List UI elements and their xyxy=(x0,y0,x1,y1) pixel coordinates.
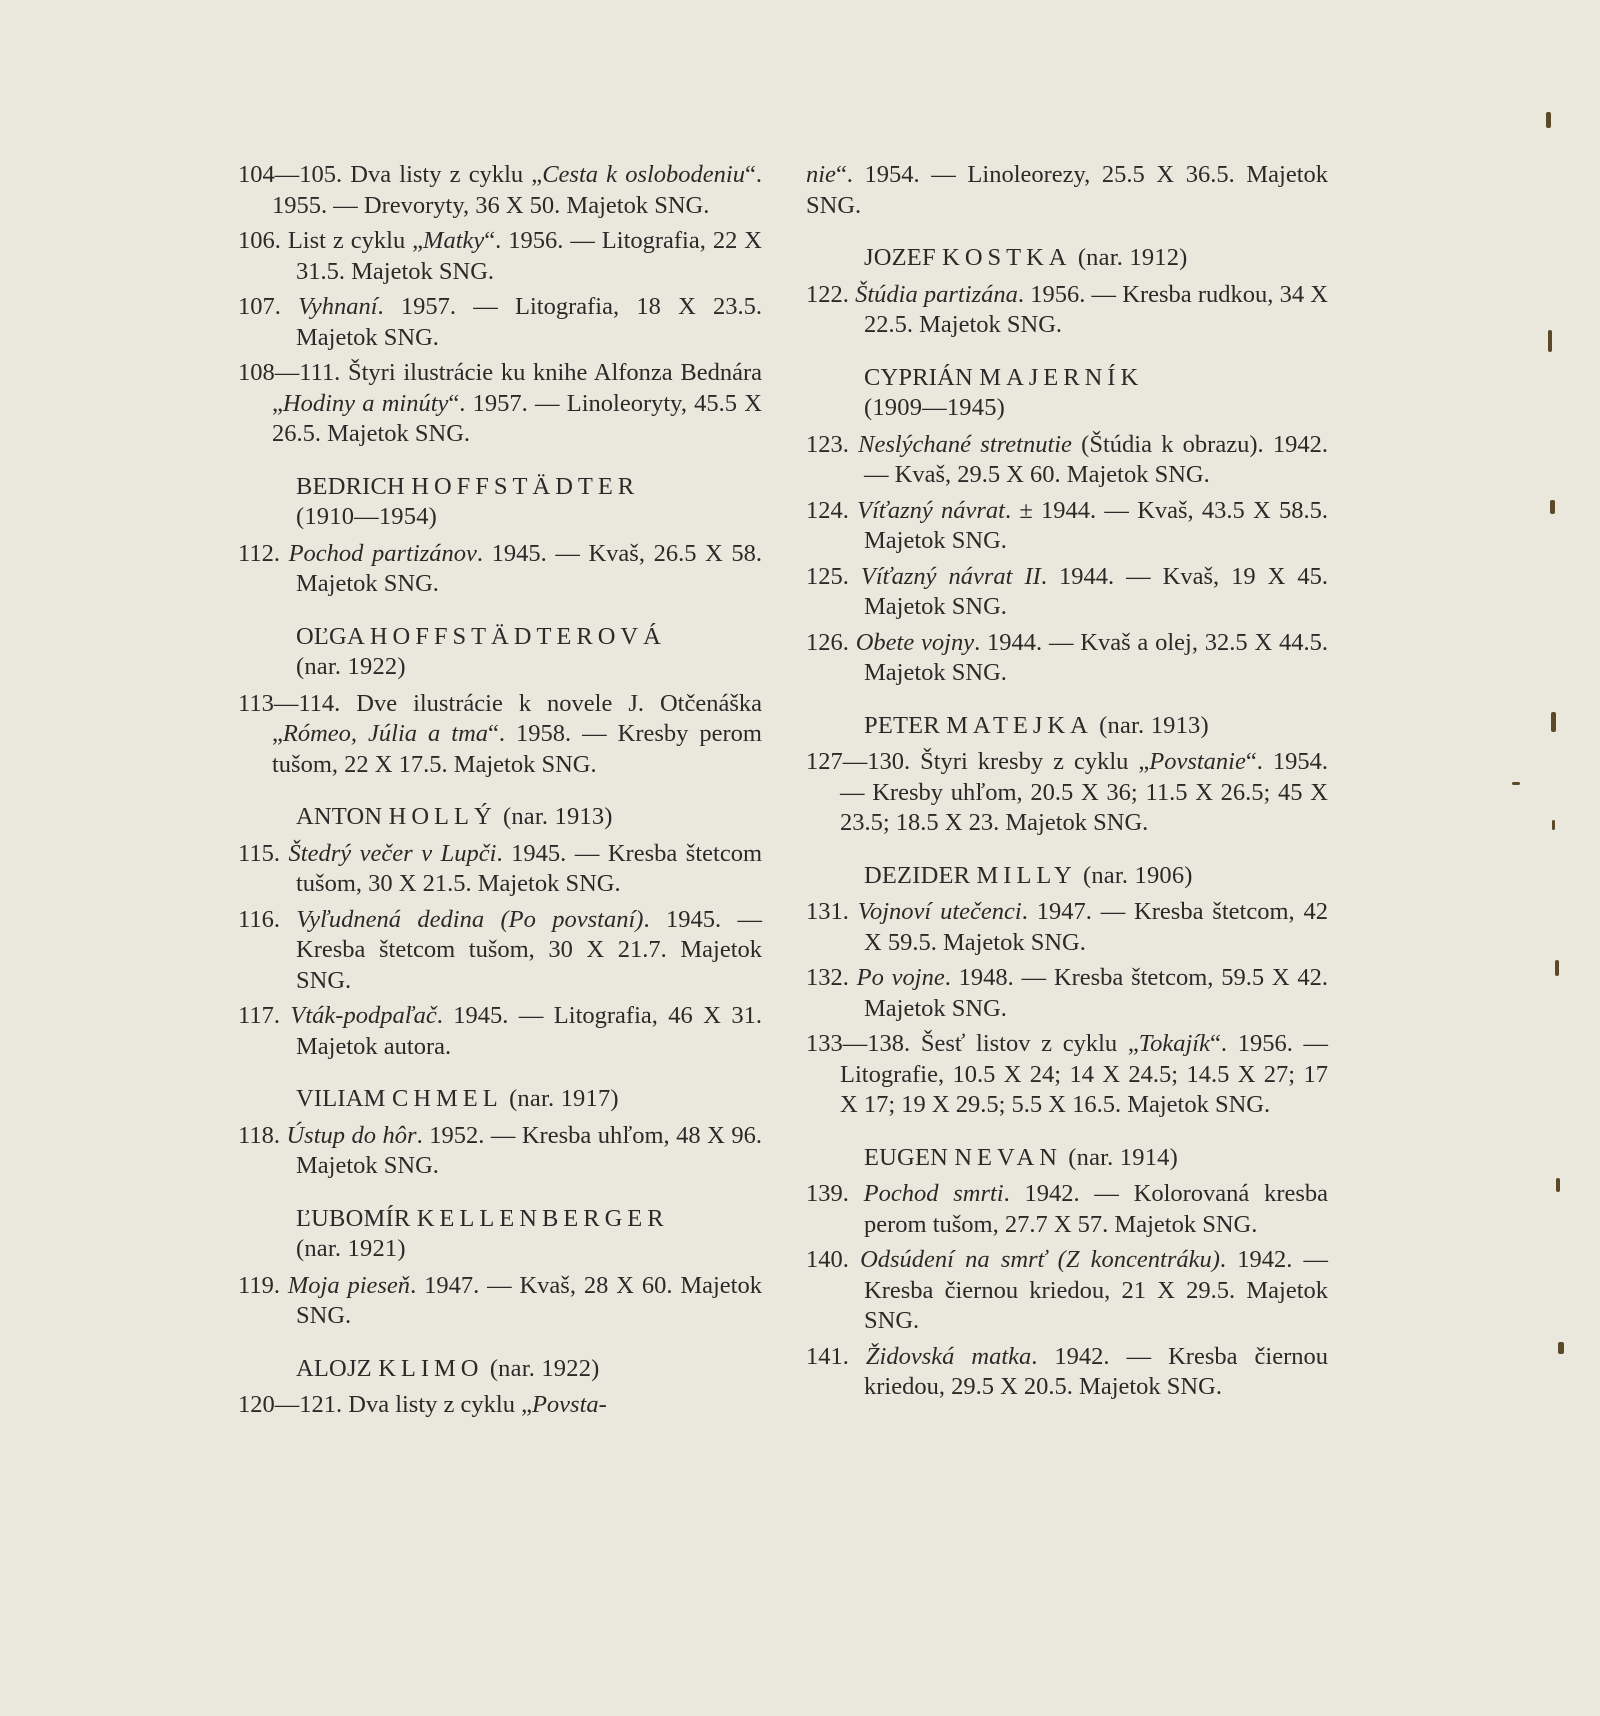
artist-heading xyxy=(806,363,1328,424)
artist-given-name: CYPRIÁN xyxy=(864,363,980,391)
artist-heading xyxy=(238,622,762,683)
artist-surname: MILLY xyxy=(976,861,1077,889)
artist-dates: (nar. 1913) xyxy=(502,803,613,830)
entry-details: “. 1955. — Drevoryty, 36 X 50. Majetok SNG. xyxy=(272,161,762,219)
entry-details: . 1942. — Kresba čiernou kriedou, 21 X 29.5. Majetok SNG. xyxy=(864,1246,1329,1334)
entry-title: Povstanie xyxy=(1149,748,1246,775)
entry-title: Hodiny a minúty xyxy=(282,389,449,417)
catalog-entry xyxy=(238,839,762,900)
entry-details: . ± 1944. — Kvaš, 43.5 X 58.5. Majetok SNG. xyxy=(864,496,1329,554)
entry-details: . 1956. — Kresba rudkou, 34 X 22.5. Majetok SNG. xyxy=(864,280,1328,338)
entry-details: . 1944. — Kvaš a olej, 32.5 X 44.5. Majetok SNG. xyxy=(864,628,1328,686)
entry-number: 122. xyxy=(806,280,856,308)
entry-details: “. 1954. — Linoleorezy, 25.5 X 36.5. Majetok SNG. xyxy=(806,161,1328,219)
entry-title: Obete vojny xyxy=(855,628,975,656)
catalog-entry xyxy=(238,226,762,287)
catalog-entry xyxy=(806,430,1328,491)
catalog-entry xyxy=(806,628,1328,689)
entry-number: 104—105. xyxy=(238,161,351,188)
entry-details: “. 1957. — Linoleoryty, 45.5 X 26.5. Majetok SNG. xyxy=(272,389,762,447)
catalog-entry xyxy=(806,1245,1328,1337)
artist-heading xyxy=(806,1143,1328,1174)
entry-title: Vyľudnená dedina (Po povstaní) xyxy=(296,905,644,933)
catalog-entry xyxy=(238,1390,762,1421)
catalog-entry xyxy=(806,562,1328,623)
entry-number: 120—121. xyxy=(238,1391,349,1418)
artist-heading xyxy=(806,243,1328,274)
artist-given-name: ANTON xyxy=(296,803,389,830)
artist-dates: (1909—1945) xyxy=(864,394,1006,421)
entry-title: nie xyxy=(806,161,836,188)
entry-details: . 1945. — Kresba štetcom tušom, 30 X 21.5. Majetok SNG. xyxy=(296,839,762,897)
entry-title: Židovská matka xyxy=(865,1342,1032,1370)
artist-given-name: EUGEN xyxy=(864,1143,955,1171)
artist-heading xyxy=(238,802,762,833)
artist-surname: HOFFSTÄDTER xyxy=(411,472,640,500)
catalog-entry xyxy=(806,496,1328,557)
artist-heading xyxy=(806,711,1328,742)
artist-surname: CHMEL xyxy=(391,1085,503,1112)
entry-details: . 1947. — Kresba štetcom, 42 X 59.5. Majetok SNG. xyxy=(864,898,1329,956)
entry-details: . 1952. — Kresba uhľom, 48 X 96. Majetok SNG. xyxy=(296,1121,762,1179)
entry-number: 112. xyxy=(238,539,289,567)
artist-surname: MATEJKA xyxy=(946,711,1093,739)
entry-details: “. 1956. — Litografia, 22 X 31.5. Majetok SNG. xyxy=(296,227,762,285)
entry-details: “. 1956. — Litografie, 10.5 X 24; 14 X 24.5; 14.5 X 27; 17 X 17; 19 X 29.5; 5.5 X 16.5. Majetok SNG. xyxy=(840,1030,1329,1118)
entry-number: 117. xyxy=(238,1002,291,1029)
entry-number: 119. xyxy=(238,1271,288,1299)
entry-title: Cesta k oslobodeniu xyxy=(542,161,745,188)
entry-details: . 1957. — Litografia, 18 X 23.5. Majetok SNG. xyxy=(296,293,762,351)
catalog-entry xyxy=(806,1029,1328,1121)
entry-title: Ústup do hôr xyxy=(286,1121,417,1149)
entry-details: . 1945. — Kresba štetcom tušom, 30 X 21.7. Majetok SNG. xyxy=(296,905,763,994)
entry-text: Dva listy z cyklu „ xyxy=(350,161,543,188)
entry-title: Víťazný návrat xyxy=(857,496,1005,524)
entry-details: . 1945. — Kvaš, 26.5 X 58. Majetok SNG. xyxy=(296,539,763,597)
entry-title: Tokajík xyxy=(1138,1030,1210,1057)
entry-text: Štyri kresby z cyklu „ xyxy=(920,748,1150,775)
catalog-entry xyxy=(238,905,762,997)
artist-dates: (1910—1954) xyxy=(296,503,438,530)
catalog-entry xyxy=(238,539,762,600)
entry-title: Víťazný návrat II xyxy=(860,562,1041,590)
artist-surname: KOSTKA xyxy=(942,244,1072,271)
artist-given-name: OĽGA xyxy=(296,622,370,650)
entry-title: Vyhnaní xyxy=(298,293,378,320)
entry-number: 131. xyxy=(806,898,858,925)
artist-dates: (nar. 1922) xyxy=(489,1354,600,1382)
artist-surname: HOLLÝ xyxy=(388,803,497,830)
artist-given-name: PETER xyxy=(864,711,947,739)
entry-title: Štedrý večer v Lupči xyxy=(288,839,497,867)
catalog-entry xyxy=(238,292,762,353)
left-column xyxy=(238,160,762,1426)
artist-dates: (nar. 1921) xyxy=(296,1235,406,1262)
entry-number: 118. xyxy=(238,1121,287,1149)
entry-title: Povsta- xyxy=(531,1391,607,1418)
entry-number: 133—138. xyxy=(806,1030,921,1057)
artist-surname: NEVAN xyxy=(954,1143,1062,1171)
artist-dates: (nar. 1922) xyxy=(296,653,406,680)
entry-number: 141. xyxy=(806,1342,866,1370)
catalog-entry xyxy=(806,1342,1328,1403)
entry-title: Odsúdení na smrť (Z koncentráku) xyxy=(860,1246,1220,1273)
catalog-entry xyxy=(238,160,762,221)
artist-heading xyxy=(238,1084,762,1115)
artist-surname: HOFFSTÄDTEROVÁ xyxy=(369,622,666,650)
entry-title: Vojnoví utečenci xyxy=(857,898,1022,925)
entry-text: Dve ilustrácie k novele J. Otčenáška „ xyxy=(272,689,762,747)
right-column xyxy=(806,160,1328,1408)
catalog-entry xyxy=(806,1179,1328,1240)
artist-given-name: JOZEF xyxy=(864,244,943,271)
artist-heading xyxy=(238,1204,762,1265)
entry-number: 107. xyxy=(238,293,299,320)
entry-title: Pochod smrti xyxy=(863,1180,1004,1207)
entry-title: Matky xyxy=(423,227,485,254)
entry-title: Štúdia partizána xyxy=(855,280,1018,308)
catalog-entry xyxy=(806,160,1328,221)
entry-details: . 1945. — Litografia, 46 X 31. Majetok autora. xyxy=(296,1002,762,1060)
entry-details: . 1942. — Kresba čiernou kriedou, 29.5 X 20.5. Majetok SNG. xyxy=(864,1342,1328,1400)
entry-details: . 1944. — Kvaš, 19 X 45. Majetok SNG. xyxy=(864,562,1328,620)
artist-given-name: ALOJZ xyxy=(296,1354,379,1382)
artist-heading xyxy=(238,1354,762,1385)
artist-surname: KLIMO xyxy=(378,1354,484,1382)
entry-title: Vták-podpaľač xyxy=(290,1002,437,1029)
entry-title: Rómeo, Júlia a tma xyxy=(282,720,489,747)
entry-details: (Štúdia k obrazu). 1942. — Kvaš, 29.5 X 60. Majetok SNG. xyxy=(864,430,1328,488)
entry-number: 132. xyxy=(806,964,857,991)
artist-heading xyxy=(806,861,1328,892)
entry-title: Moja pieseň xyxy=(287,1271,411,1299)
entry-text: Dva listy z cyklu „ xyxy=(348,1391,532,1418)
catalog-entry xyxy=(806,897,1328,958)
artist-surname: KELLENBERGER xyxy=(416,1204,669,1232)
entry-title: Po vojne xyxy=(856,964,945,991)
artist-given-name: BEDRICH xyxy=(296,472,412,500)
entry-number: 126. xyxy=(806,628,856,656)
entry-title: Pochod partizánov xyxy=(288,539,477,567)
entry-number: 139. xyxy=(806,1180,864,1207)
entry-number: 125. xyxy=(806,562,861,590)
entry-details: “. 1958. — Kresby perom tušom, 22 X 17.5. Majetok SNG. xyxy=(272,720,762,778)
entry-number: 123. xyxy=(806,430,859,458)
catalog-entry xyxy=(238,358,762,450)
catalog-entry xyxy=(806,963,1328,1024)
catalog-entry xyxy=(806,280,1328,341)
artist-given-name: DEZIDER xyxy=(864,861,977,889)
entry-number: 115. xyxy=(238,839,289,867)
artist-dates: (nar. 1914) xyxy=(1068,1143,1178,1171)
entry-details: . 1942. — Kolorovaná kresba perom tušom, 27.7 X 57. Majetok SNG. xyxy=(864,1180,1329,1238)
entry-number: 127—130. xyxy=(806,748,921,775)
catalog-entry xyxy=(806,747,1328,839)
entry-number: 113—114. xyxy=(238,689,357,717)
entry-details: “. 1954. — Kresby uhľom, 20.5 X 36; 11.5 X 26.5; 45 X 23.5; 18.5 X 23. Majetok SNG. xyxy=(840,748,1328,836)
artist-surname: MAJERNÍK xyxy=(979,363,1144,391)
artist-dates: (nar. 1906) xyxy=(1082,861,1193,889)
entry-details: . 1948. — Kresba štetcom, 59.5 X 42. Majetok SNG. xyxy=(864,964,1328,1022)
artist-heading xyxy=(238,472,762,533)
catalog-entry xyxy=(238,1121,762,1182)
entry-number: 108—111. xyxy=(238,359,348,386)
entry-number: 106. xyxy=(238,227,288,254)
catalog-entry xyxy=(238,1001,762,1062)
entry-details: . 1947. — Kvaš, 28 X 60. Majetok SNG. xyxy=(296,1271,762,1329)
artist-given-name: VILIAM xyxy=(296,1085,392,1112)
entry-text: List z cyklu „ xyxy=(287,227,424,254)
artist-dates: (nar. 1913) xyxy=(1099,711,1209,739)
artist-given-name: ĽUBOMÍR xyxy=(296,1204,417,1232)
entry-text: Štyri ilustrácie ku knihe Alfonza Bednára „ xyxy=(272,359,762,417)
entry-number: 116. xyxy=(238,905,297,933)
entry-number: 140. xyxy=(806,1246,861,1273)
entry-title: Neslýchané stretnutie xyxy=(858,430,1072,458)
artist-dates: (nar. 1917) xyxy=(509,1085,619,1112)
catalog-entry xyxy=(238,689,762,781)
artist-dates: (nar. 1912) xyxy=(1077,244,1188,271)
entry-text: Šesť listov z cyklu „ xyxy=(920,1030,1139,1057)
entry-number: 124. xyxy=(806,496,858,524)
catalog-entry xyxy=(238,1271,762,1332)
